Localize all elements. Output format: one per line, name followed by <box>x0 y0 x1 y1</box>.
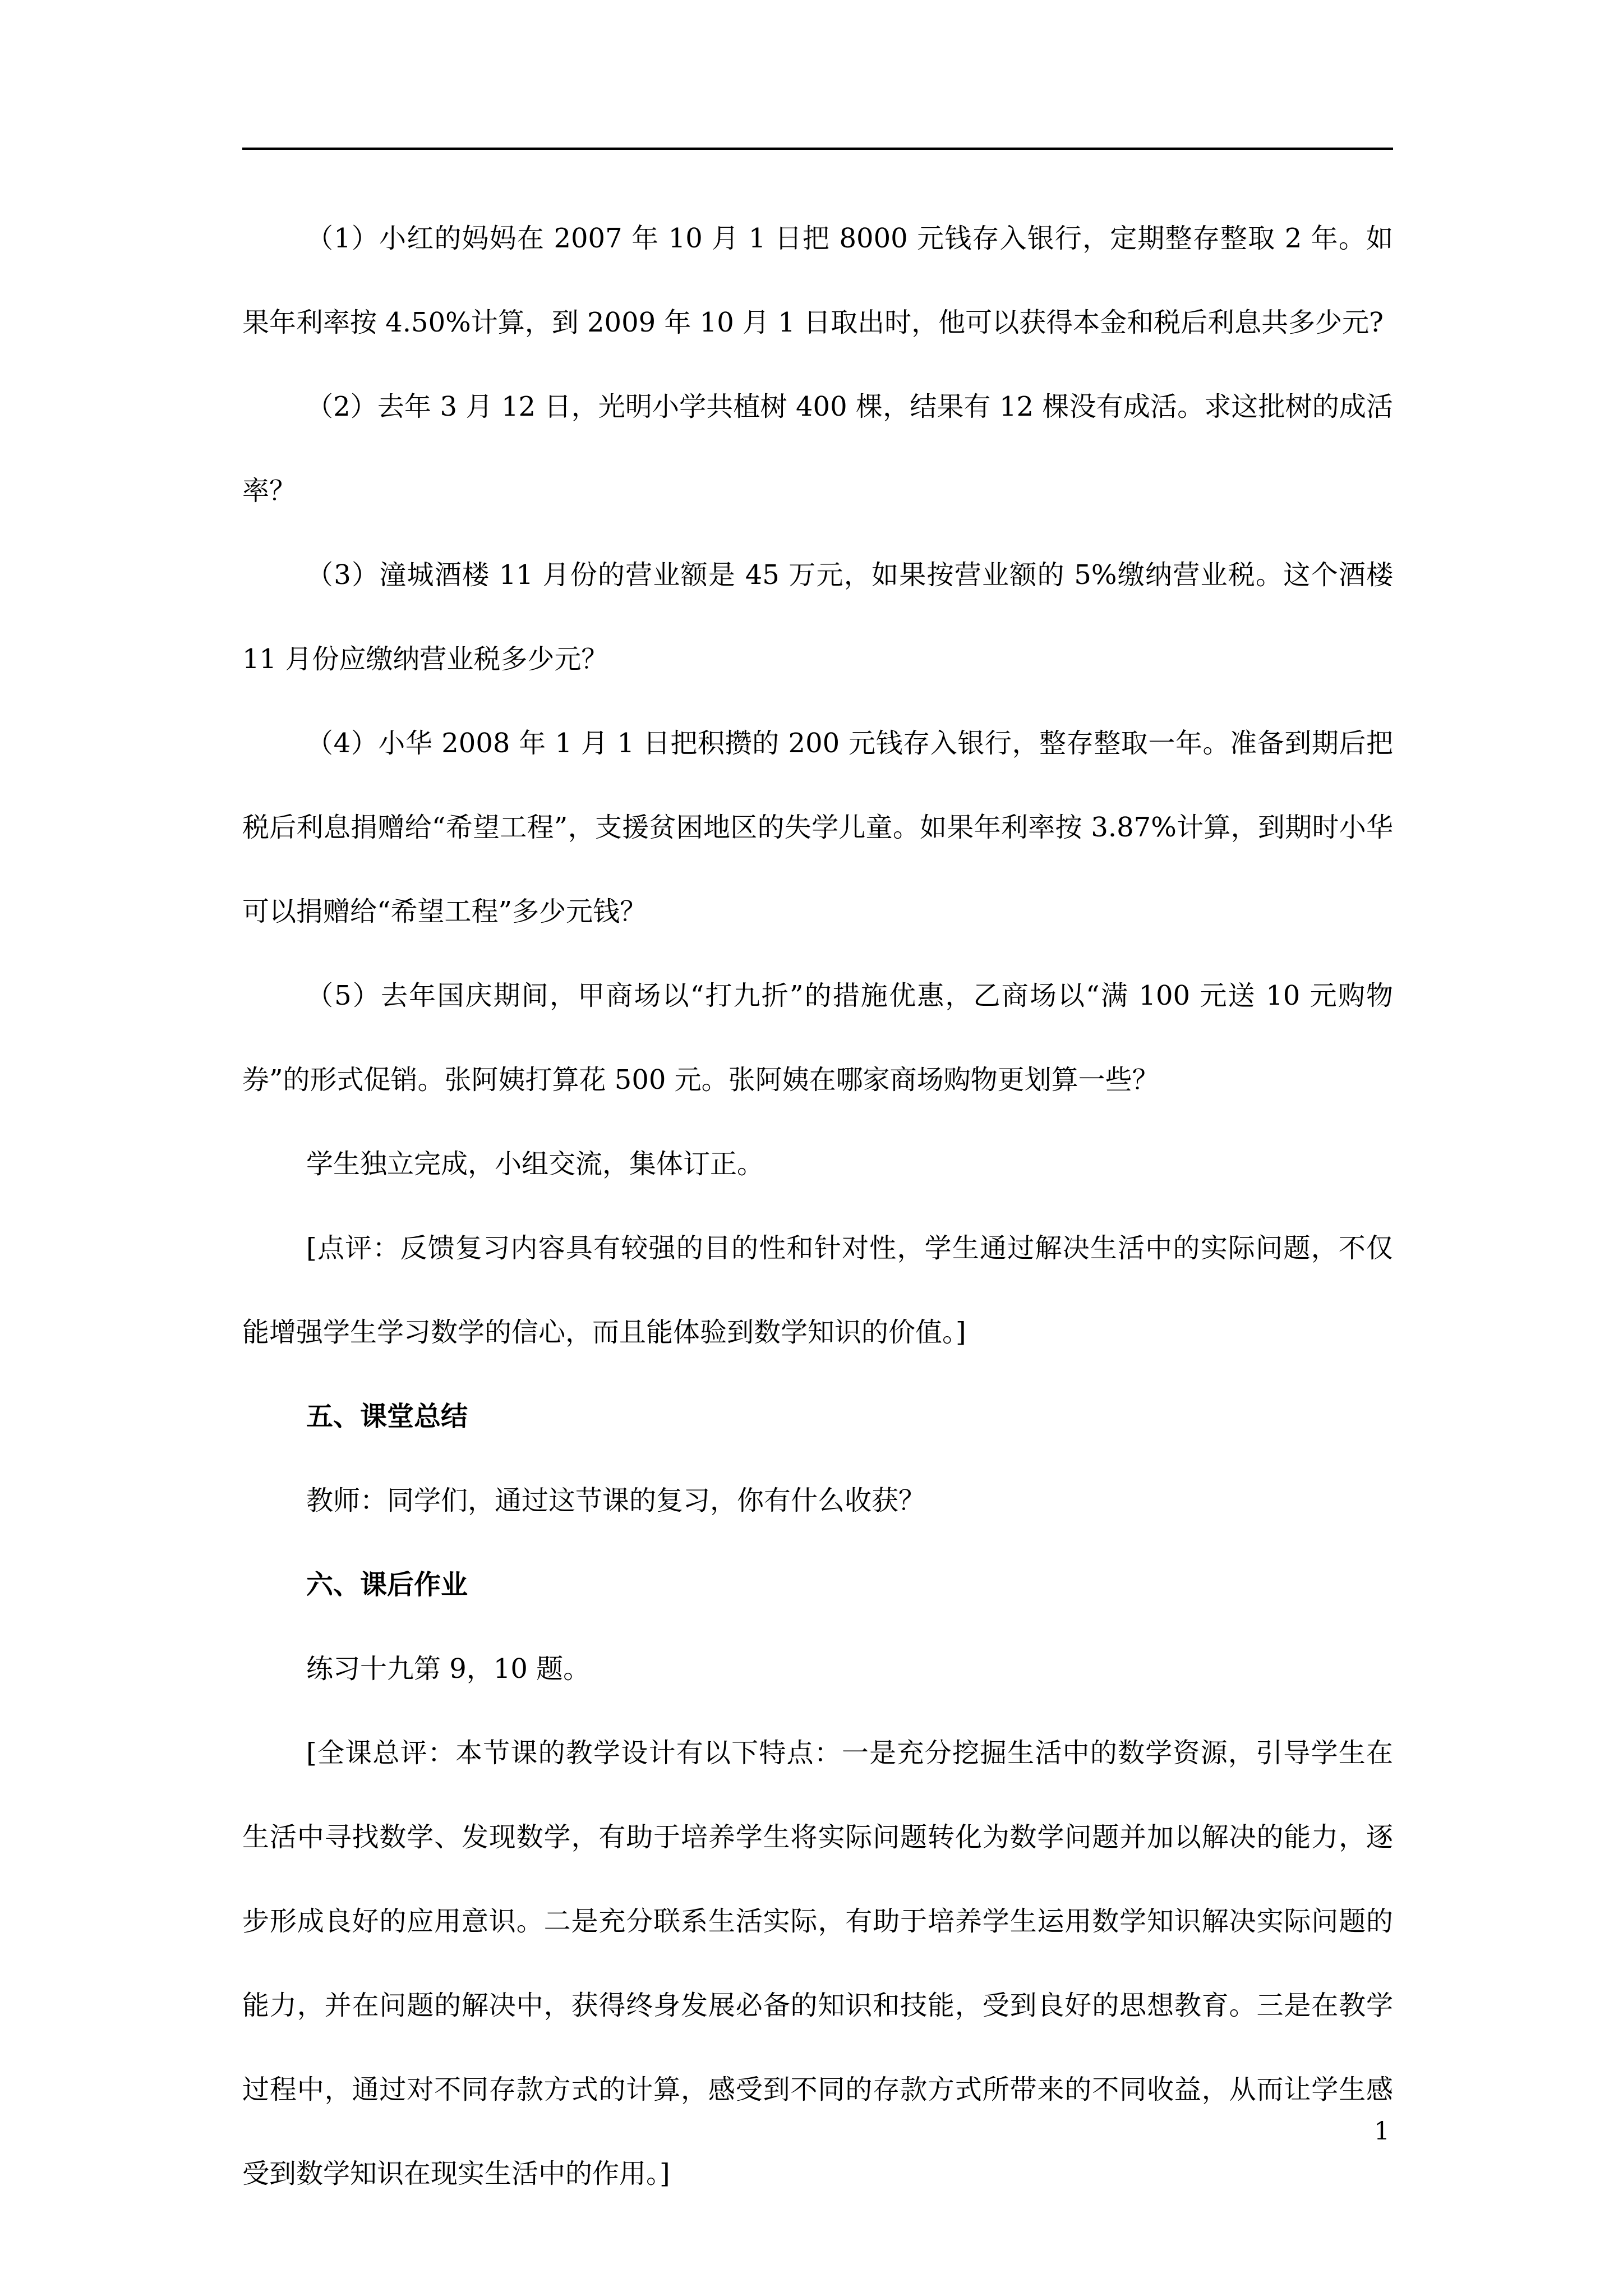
section-5-heading: 五、课堂总结 <box>306 1401 468 1432</box>
document-body <box>242 196 1393 2216</box>
section-6-heading: 六、课后作业 <box>306 1569 468 1600</box>
activity-note: 学生独立完成，小组交流，集体订正。 <box>306 1148 764 1180</box>
header-rule <box>242 148 1393 150</box>
problem-1: （1）小红的妈妈在 2007 年 10 月 1 日把 8000 元钱存入银行，定期整存整取 2 年。如果年利率按 4.50%计算，到 2009 年 10 月 1 日取出时，他可以获得本金和税后利息共多少元? <box>242 223 1393 338</box>
overall-comment: [全课总评：本节课的教学设计有以下特点：一是充分挖掘生活中的数学资源，引导学生在生活中寻找数学、发现数学，有助于培养学生将实际问题转化为数学问题并加以解决的能力，逐步形成良好的应用意识。二是充分联系生活实际，有助于培养学生运用数学知识解决实际问题的能力，并在问题的解决中，获得终身发展必备的知识和技能，受到良好的思想教育。三是在教学过程中，通过对不同存款方式的计算，感受到不同的存款方式所带来的不同收益，从而让学生感受到数学知识在现实生活中的作用。] <box>242 1737 1393 2189</box>
section-5-text: 教师：同学们，通过这节课的复习，你有什么收获？ <box>306 1485 926 1516</box>
section-6-text: 练习十九第 9，10 题。 <box>306 1653 591 1685</box>
problem-3: （3）潼城酒楼 11 月份的营业额是 45 万元，如果按营业额的 5%缴纳营业税。这个酒楼 11 月份应缴纳营业税多少元？ <box>242 559 1393 675</box>
page-number: 1 <box>1374 2117 1390 2146</box>
problem-2: （2）去年 3 月 12 日，光明小学共植树 400 棵，结果有 12 棵没有成活。求这批树的成活率？ <box>242 391 1393 507</box>
comment: [点评：反馈复习内容具有较强的目的性和针对性，学生通过解决生活中的实际问题，不仅能增强学生学习数学的信心，而且能体验到数学知识的价值。] <box>242 1232 1393 1348</box>
problem-5: （5）去年国庆期间，甲商场以“打九折”的措施优惠，乙商场以“满 100 元送 10 元购物券”的形式促销。张阿姨打算花 500 元。张阿姨在哪家商场购物更划算一些？ <box>242 980 1393 1096</box>
problem-4: （4）小华 2008 年 1 月 1 日把积攒的 200 元钱存入银行，整存整取一年。准备到期后把税后利息捐赠给“希望工程”，支援贫困地区的失学儿童。如果年利率按 3.87%计算，到期时小华可以捐赠给“希望工程”多少元钱？ <box>242 728 1393 927</box>
